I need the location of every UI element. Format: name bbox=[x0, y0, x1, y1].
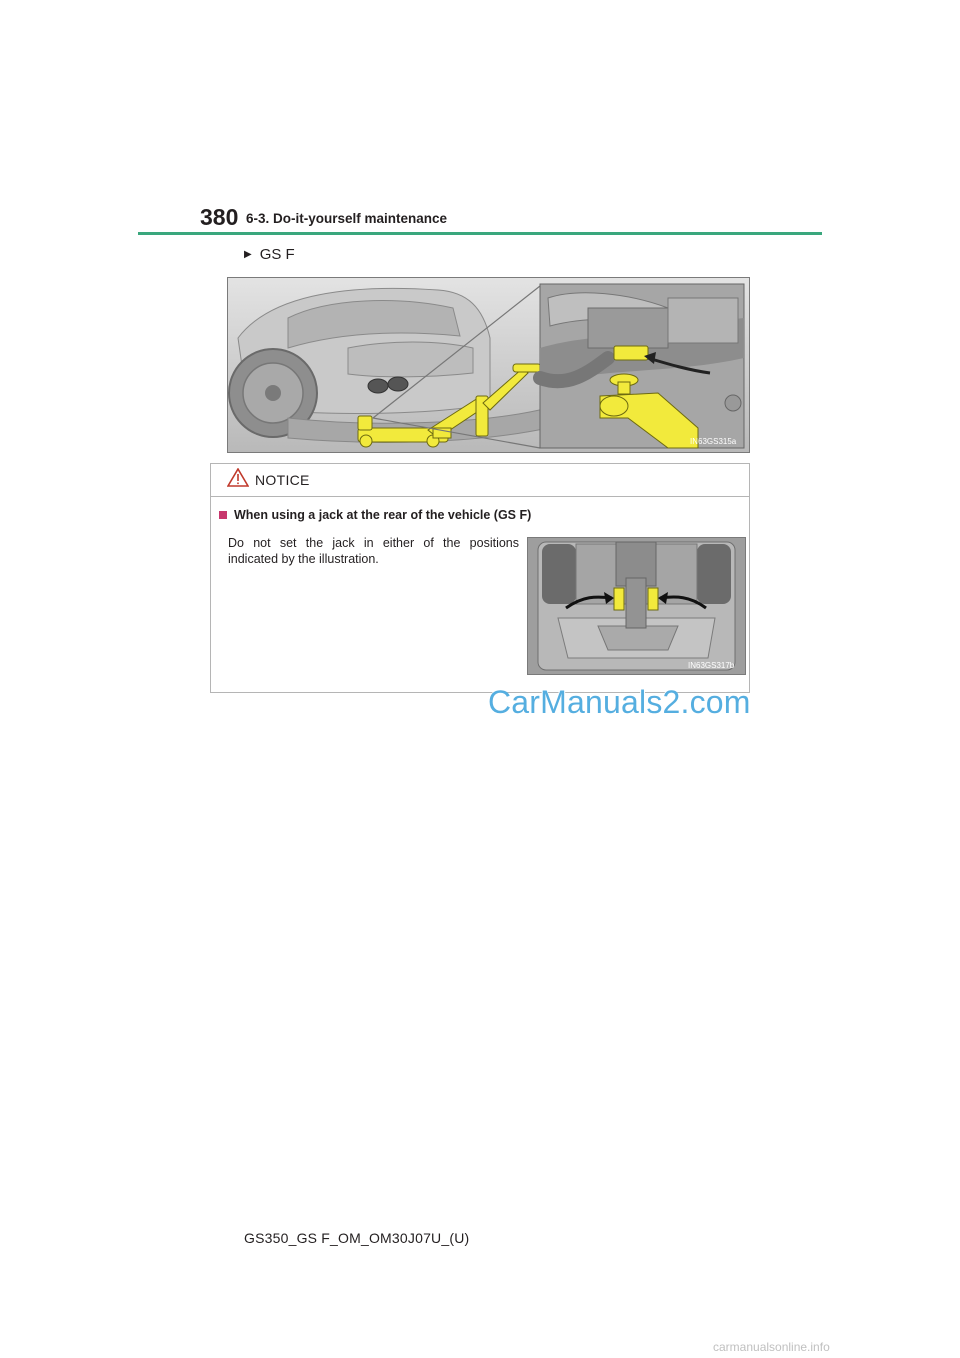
jack-position-illustration bbox=[227, 277, 750, 453]
model-label bbox=[244, 246, 295, 264]
notice-label: NOTICE bbox=[255, 472, 310, 488]
warning-triangle-icon bbox=[227, 468, 249, 492]
notice-heading-text: When using a jack at the rear of the vehicle (GS F) bbox=[234, 508, 532, 522]
notice-figure-code: IN63GS317b bbox=[688, 661, 735, 670]
figure-main-code: IN63GS315a bbox=[690, 437, 737, 446]
jack-prohibited-positions-illustration bbox=[527, 537, 746, 675]
notice-heading bbox=[219, 508, 531, 522]
triangle-bullet-icon: ▶ bbox=[244, 249, 252, 260]
site-mark: carmanualsonline.info bbox=[713, 1340, 830, 1354]
section-title: 6-3. Do-it-yourself maintenance bbox=[246, 211, 448, 226]
header-rule bbox=[138, 232, 822, 235]
square-bullet-icon bbox=[219, 511, 227, 519]
page-number: 380 bbox=[200, 204, 239, 230]
notice-body: Do not set the jack in either of the positions indicated by the illustration. bbox=[228, 536, 519, 566]
notice-header bbox=[211, 464, 749, 497]
notice-box bbox=[210, 463, 750, 693]
watermark: CarManuals2.com bbox=[488, 684, 751, 720]
model-label-text: GS F bbox=[259, 246, 295, 263]
footer-code: GS350_GS F_OM_OM30J07U_(U) bbox=[244, 1230, 470, 1246]
